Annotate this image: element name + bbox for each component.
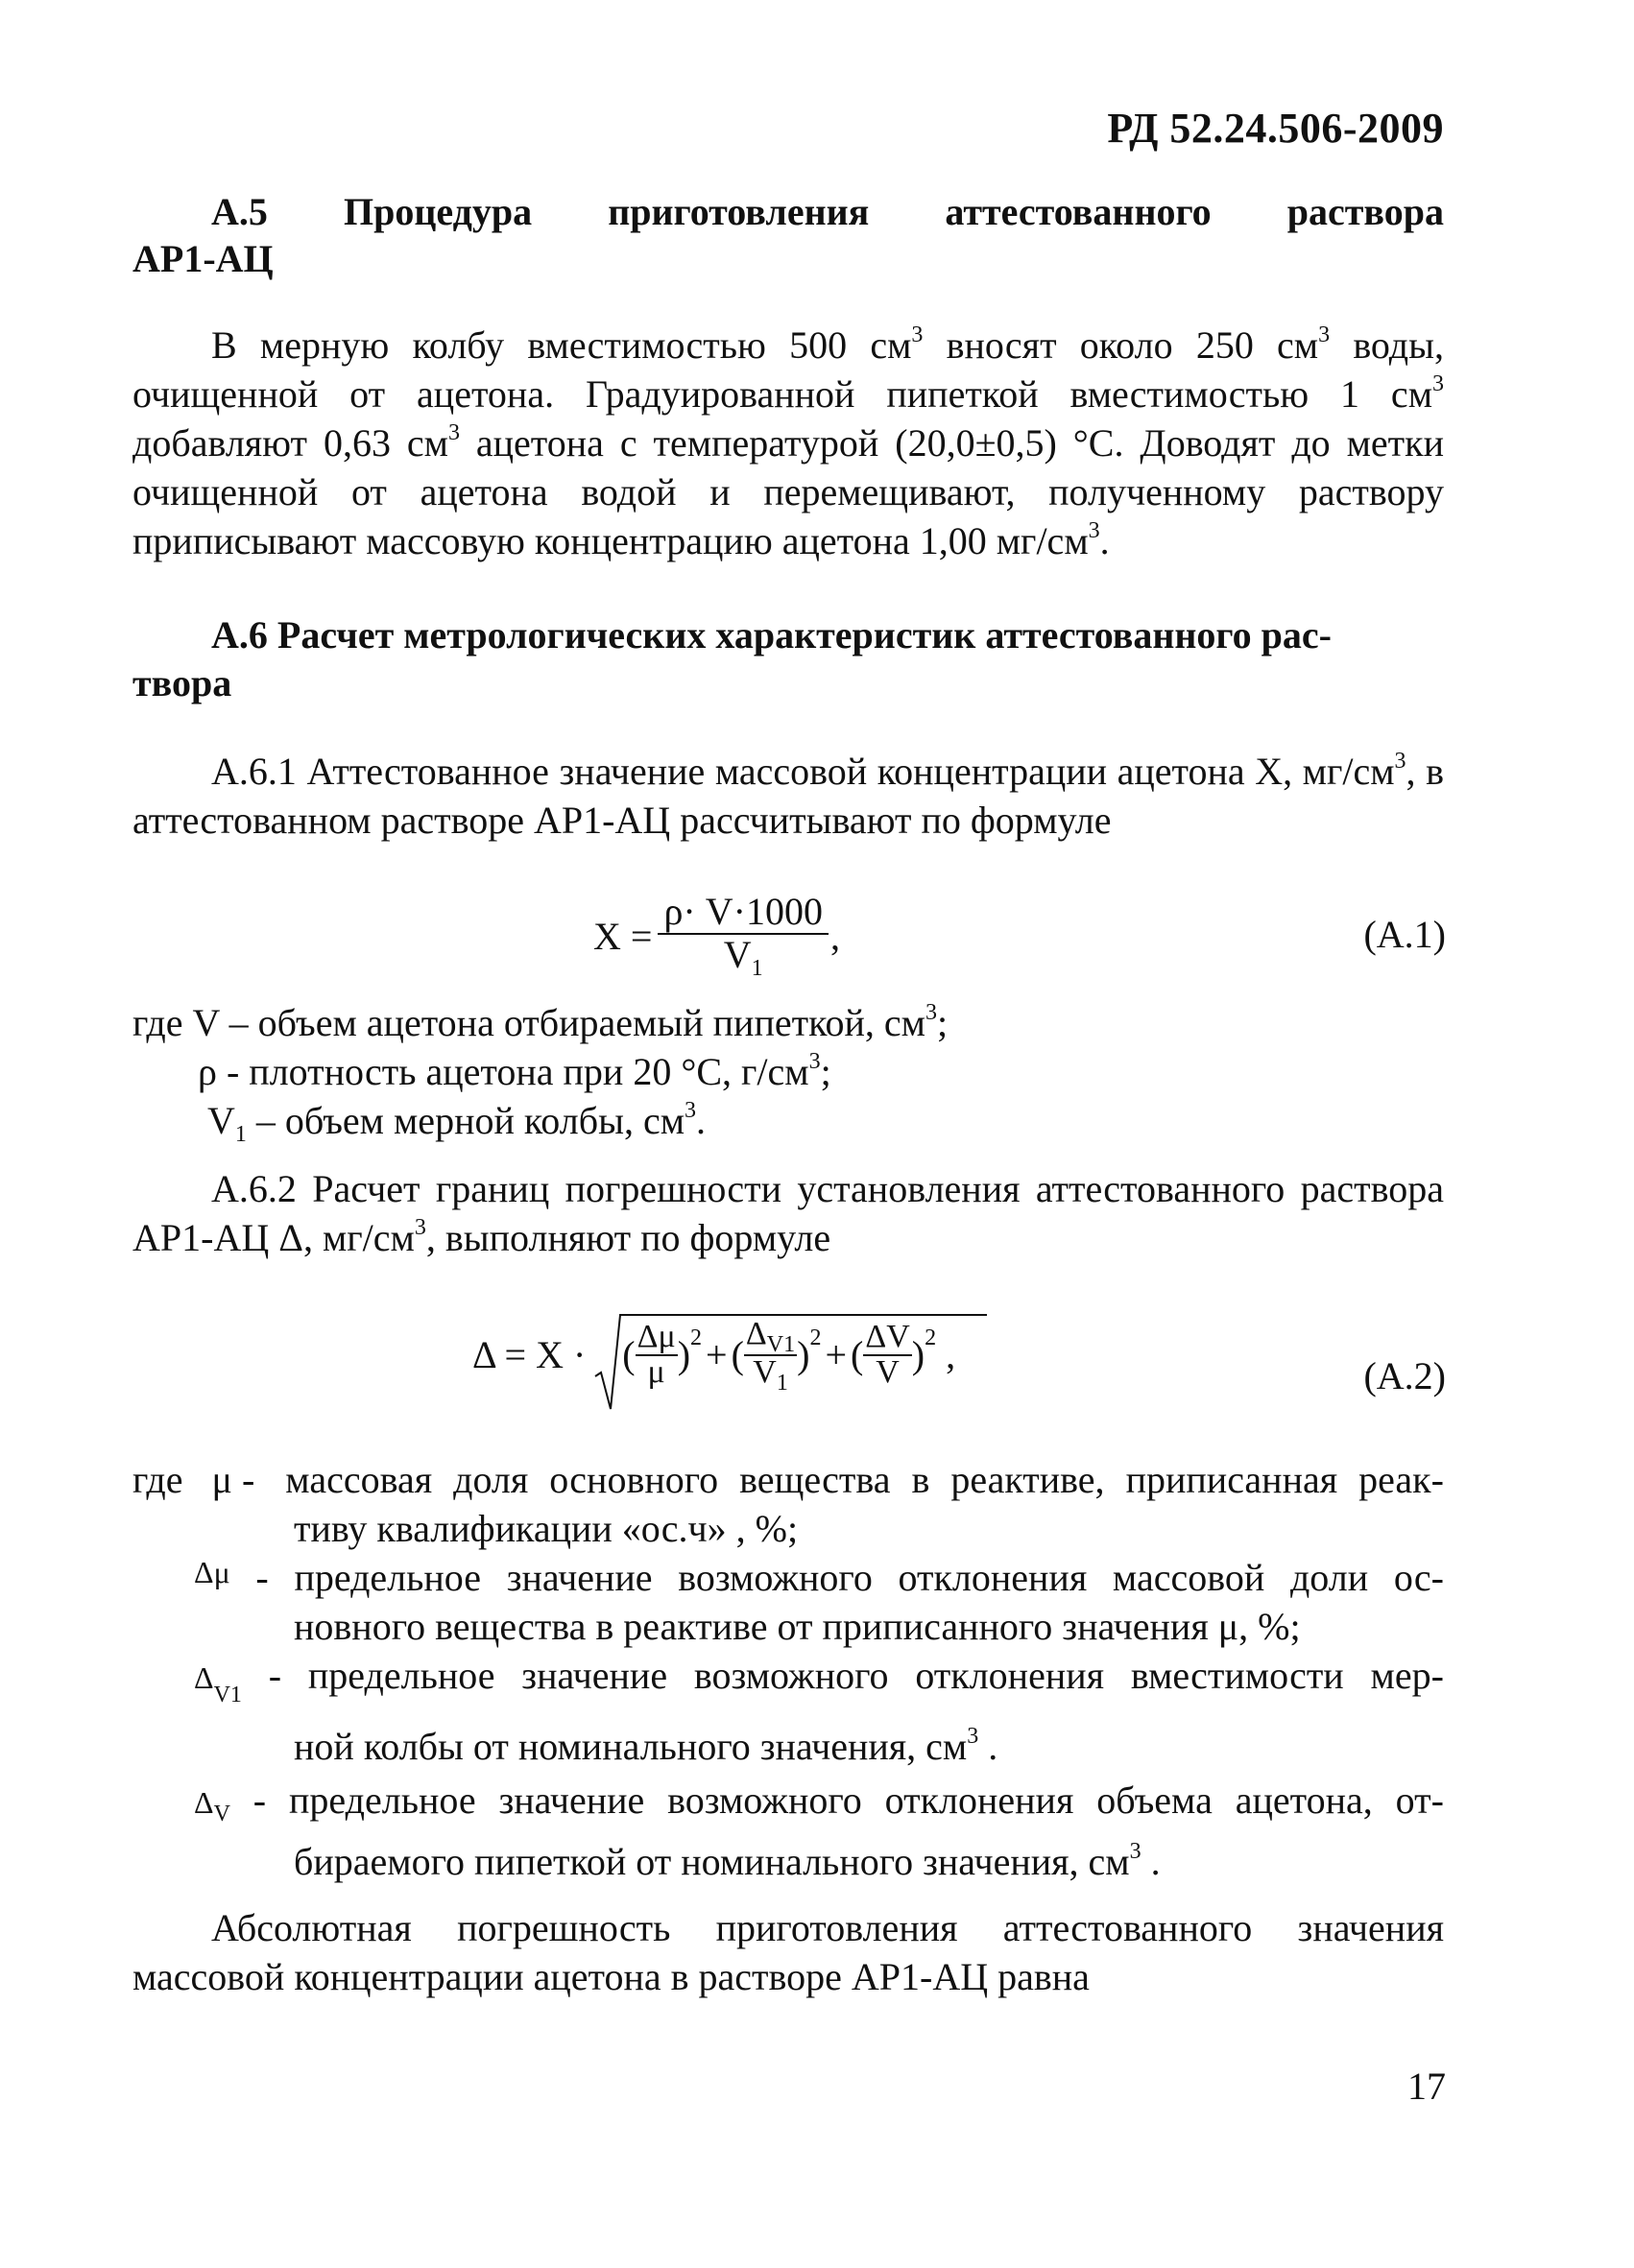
term-mu: $\frac{\Delta\mu}{\mu}$	[637, 1319, 676, 1390]
page-number: 17	[1407, 2065, 1446, 2108]
where2-dmu-line2: новного вещества в реактиве от приписанного значения μ, %;	[294, 1605, 1301, 1648]
heading-word: Процедура	[343, 190, 533, 233]
section-a5-heading-cont: АР1-АЦ	[132, 237, 274, 280]
where2-mu-line2: тиву квалификации «ос.ч» , %;	[294, 1507, 799, 1550]
closing-paragraph: Абсолютная погрешность приготовления аттестованного значения массовой концентрации ацетона в растворе АР1-АЦ равна	[132, 1906, 1444, 1998]
where1-line-v: где V – объем ацетона отбираемый пипеткой, $см^3$;	[132, 1000, 949, 1044]
formula-a1-number: (А.1)	[1363, 913, 1446, 956]
where2-dv-line1: $\Delta_V$ - предельное значение возможного отклонения объема ацетона, от-	[194, 1779, 1444, 1826]
section-a5-heading	[211, 189, 1444, 234]
formula-a2-number: (А.2)	[1363, 1354, 1446, 1397]
where1-line-v1: $V_1$ – объем мерной колбы, $см^3$.	[207, 1098, 707, 1147]
paragraph-a6-1: А.6.1 Аттестованное значение массовой концентрации ацетона Х, $мг/см^3$, в аттестованном растворе АР1-АЦ рассчитывают по формуле	[132, 749, 1444, 842]
where2-mu-line1: где μ - массовая доля основного вещества в реактиве, приписанная реак-	[132, 1458, 1444, 1501]
where2-dv1-line2: ной колбы от номинального значения, $см^3$ .	[294, 1724, 998, 1768]
where1-line-rho: ρ - плотность ацетона при 20 °С, $г/см^3$;	[198, 1049, 831, 1093]
where2-dv-line2: бираемого пипеткой от номинального значения, $см^3$ .	[294, 1839, 1161, 1883]
heading-word: аттестованного	[945, 190, 1212, 233]
heading-word: приготовления	[608, 190, 870, 233]
heading-word: раствора	[1286, 190, 1444, 233]
paragraph-a6-2: А.6.2 Расчет границ погрешности установления аттестованного раствора АР1-АЦ Δ, $мг/см^3$, выполняют по формуле	[132, 1167, 1444, 1259]
square-root: ( $\frac{\Delta\mu}{\mu}$ ) $^2$ + ( $\frac{\Delta_{V1}}{V_1}$ ) $^2$ + ( $\frac{\Delta V}{V}$ ) $^2$ ,	[593, 1317, 955, 1392]
section-a6-heading-cont: твора	[132, 661, 232, 704]
where2-dmu-line1: Δμ - предельное значение возможного отклонения массовой доли ос-	[194, 1555, 1444, 1599]
term-v: $\frac{\Delta V}{V}$	[865, 1319, 910, 1390]
formula-a1: Х = $\frac{\rho\cdot V\cdot 1000}{V_1}$ ,	[593, 890, 840, 981]
formula-fraction: $\frac{\rho\cdot V\cdot 1000}{V_1}$	[658, 891, 829, 981]
where2-dv1-line1: $\Delta_{V1}$ - предельное значение возможного отклонения вместимости мер-	[194, 1654, 1444, 1707]
term-v1: $\frac{\Delta_{V1}}{V_1}$	[745, 1316, 796, 1396]
formula-a2: Δ = Х · ( $\frac{\Delta\mu}{\mu}$ ) $^2$ + ( $\frac{\Delta_{V1}}{V_1}$ ) $^2$ + ( $\frac{\Delta V}{V}$ ) $^2$ ,	[472, 1317, 955, 1392]
section-a5-paragraph: В мерную колбу вместимостью 500 $см^3$ вносят около 250 $см^3$ воды, очищенной от ацетона. Градуированной пипеткой вместимостью 1 $см^3$ добавляют 0,63 $см^3$ ацетона с температурой (20,0±0,5) °С. Доводят до метки очищенной от ацетона водой и перемещивают, полученному раствору приписывают массовую концентрацию ацетона 1,00 $мг/см^3$.	[132, 322, 1445, 562]
section-a5-number: А.5	[211, 190, 268, 233]
section-a6-heading: А.6 Расчет метрологических характеристик аттестованного рас-	[211, 613, 1332, 657]
document-number-header: РД 52.24.506-2009	[1107, 105, 1444, 152]
formula-lhs: Х =	[593, 914, 653, 958]
